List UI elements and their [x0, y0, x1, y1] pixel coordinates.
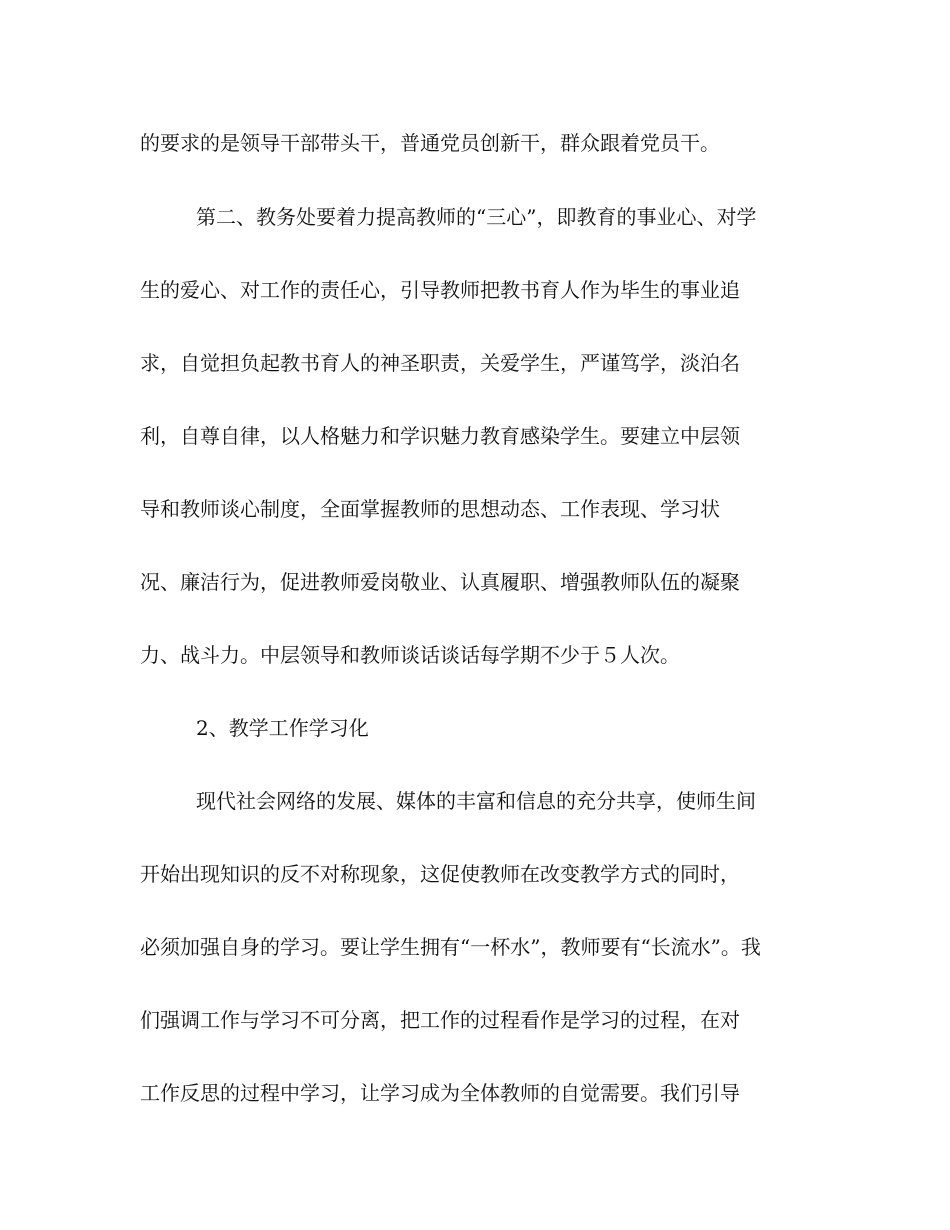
paragraph-line: 们强调工作与学习不可分离，把工作的过程看作是学习的过程，在对 [140, 1008, 740, 1032]
paragraph-line: 力、战斗力。中层领导和教师谈话谈话每学期不少于５人次。 [140, 643, 680, 667]
paragraph-line: 生的爱心、对工作的责任心，引导教师把教书育人作为毕生的事业追 [140, 278, 740, 302]
paragraph-line: 开始出现知识的反不对称现象，这促使教师在改变教学方式的同时， [140, 862, 740, 886]
paragraph-line: 况、廉洁行为，促进教师爱岗敬业、认真履职、增强教师队伍的凝聚 [140, 570, 740, 594]
paragraph-line: 工作反思的过程中学习，让学习成为全体教师的自觉需要。我们引导 [140, 1081, 740, 1105]
paragraph-line: 求，自觉担负起教书育人的神圣职责，关爱学生，严谨笃学，淡泊名 [140, 351, 740, 375]
paragraph-line: 必须加强自身的学习。要让学生拥有“一杯水”，教师要有“长流水”。我 [140, 935, 761, 959]
paragraph-line: 第二、教务处要着力提高教师的“三心”，即教育的事业心、对学 [196, 205, 757, 229]
paragraph-line: 的要求的是领导干部带头干，普通党员创新干，群众跟着党员干。 [140, 131, 720, 155]
paragraph-line: 现代社会网络的发展、媒体的丰富和信息的充分共享，使师生间 [196, 789, 756, 813]
paragraph-line: 利，自尊自律，以人格魅力和学识魅力教育感染学生。要建立中层领 [140, 424, 740, 448]
section-heading: 2、教学工作学习化 [196, 716, 369, 740]
paragraph-line: 导和教师谈心制度，全面掌握教师的思想动态、工作表现、学习状 [140, 497, 720, 521]
